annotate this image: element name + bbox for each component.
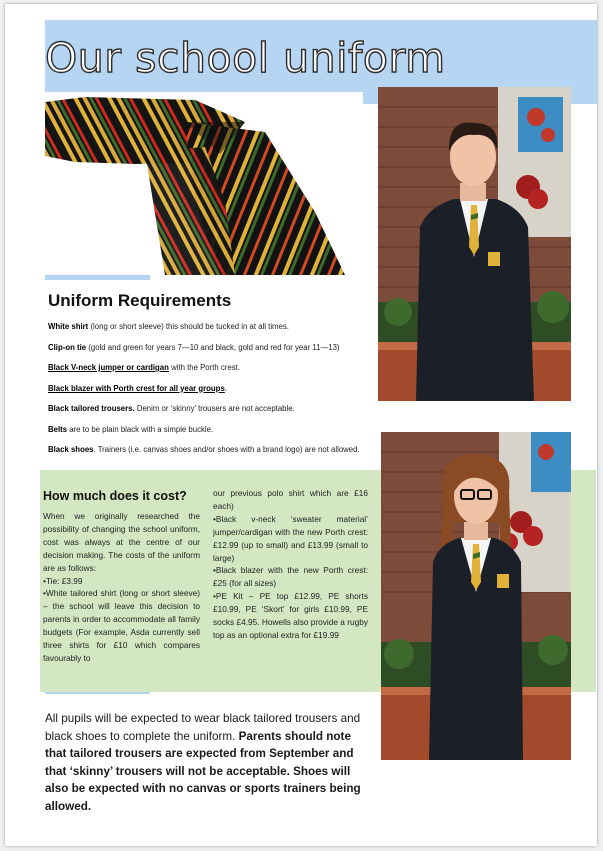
footer-notice: All pupils will be expected to wear black tailored trousers and black shoes to complete the uniform. Parents should note that tailored trousers are expected from September and that ‘skinny’ trousers will not be acceptable. Shoes will also be expected with no canvas or sports trainers being allowed. xyxy=(45,712,361,813)
list-item: Black blazer with Porth crest for all year groups. xyxy=(48,383,227,393)
paragraph: •Black blazer with the new Porth crest: £25 (for all sizes) xyxy=(213,565,368,589)
paragraph: •White tailored shirt (long or short sleeve) – the school will leave this decision to parents in order to accommodate all family budgets (For example, Asda currently sell three shirts for £10 which compares favourably to xyxy=(43,588,200,663)
paragraph: our previous polo shirt which are £16 each) xyxy=(213,488,368,511)
list-item: Clip-on tie (gold and green for years 7—10 and black, gold and red for year 11—13) xyxy=(48,342,340,352)
list-item: Black tailored trousers. Denim or ‘skinny’ trousers are not acceptable. xyxy=(48,404,295,413)
paragraph: When we originally researched the possibility of changing the school uniform, cost was always at the centre of our decision making. The costs of the uniform are as follows: xyxy=(43,511,200,573)
tie-photo xyxy=(45,92,363,275)
list-item: Black V-neck jumper or cardigan with the Porth crest. xyxy=(48,363,240,372)
paragraph: •Black v-neck ‘sweater material’ jumper/cardigan with the new Porth crest: £12.99 (up to small) and £13.99 (small to large) xyxy=(213,513,368,563)
page-title: Our school uniform xyxy=(45,34,446,82)
boy-photo xyxy=(378,87,571,401)
list-item: Belts are to be plain black with a simple buckle. xyxy=(48,424,214,434)
cost-column-1 xyxy=(43,510,200,665)
list-item: Black shoes. Trainers (i.e. canvas shoes and/or shoes with a brand logo) are not allowed. xyxy=(48,445,360,454)
requirements-heading: Uniform Requirements xyxy=(48,291,232,310)
girl-photo xyxy=(381,432,571,760)
cost-heading: How much does it cost? xyxy=(43,489,187,503)
cost-column-2 xyxy=(213,487,368,642)
list-item: White shirt (long or short sleeve) this should be tucked in at all times. xyxy=(48,322,289,331)
paragraph: •Tie: £3.99 xyxy=(43,575,83,586)
requirements-list xyxy=(48,322,368,466)
paragraph: •PE Kit – PE top £12.99, PE shorts £10.99, PE ‘Skort’ for girls £10.99, PE socks £4.95. Howells also provide a rugby top as an optional extra for £19.99 xyxy=(213,591,368,640)
document-page xyxy=(5,4,597,846)
